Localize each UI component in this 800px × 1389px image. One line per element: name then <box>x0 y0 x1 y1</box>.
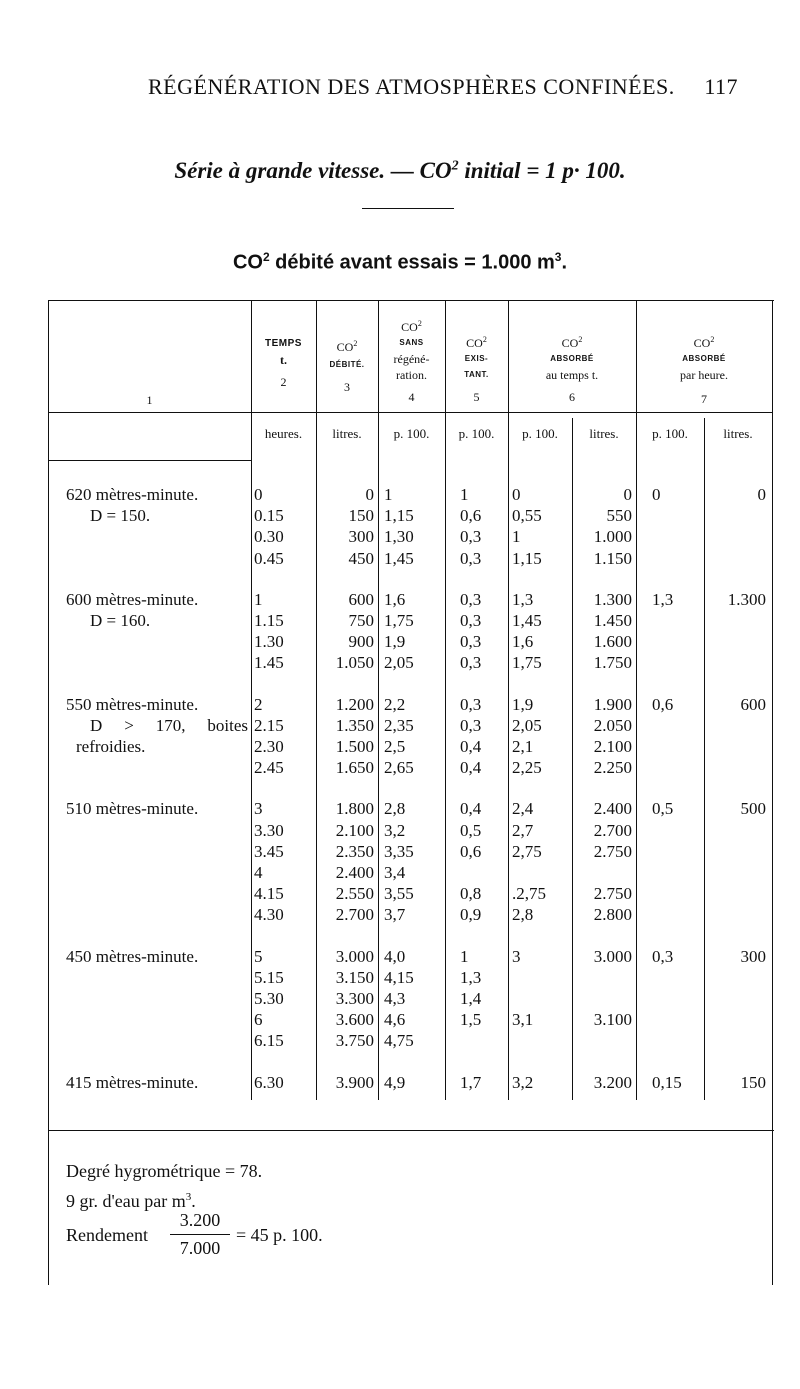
cell-sans: 1,9 <box>384 632 406 652</box>
col4-sup: 2 <box>417 319 422 328</box>
cell-exist: 0,3 <box>460 527 482 547</box>
table-top-rule <box>48 300 774 301</box>
cell-exist: 0,8 <box>460 884 482 904</box>
col2-label: TEMPS <box>265 338 302 349</box>
cell-abs_p: 2,4 <box>512 799 534 819</box>
col2-header <box>251 336 316 390</box>
cell-sans: 4,15 <box>384 967 414 987</box>
cell-deb: 3.300 <box>335 989 374 1008</box>
cell-sans: 3,2 <box>384 820 406 840</box>
col4-label-ration: ration. <box>396 368 427 382</box>
rendement-denominator: 7.000 <box>179 1238 221 1258</box>
cell-exist: 0,3 <box>460 589 482 609</box>
cell-exist: 0,9 <box>460 905 482 925</box>
co2-unit-sup: 3 <box>554 250 562 264</box>
cell-deb: 2.700 <box>335 905 374 925</box>
cell-abs_l: 3.200 <box>593 1072 632 1092</box>
cell-exist: 0,6 <box>460 506 482 526</box>
cell-deb: 3.000 <box>335 946 374 966</box>
series-prefix: Série à grande vitesse. — CO <box>174 158 452 183</box>
cell-exist: 0,4 <box>460 758 482 778</box>
cell-abs_p: 2,05 <box>512 715 542 735</box>
cell-deb: 2.100 <box>335 820 374 840</box>
group-2-label2: D > 170, boites <box>90 715 248 735</box>
cell-t: 4.30 <box>254 905 284 925</box>
cell-sans: 4,0 <box>384 946 406 966</box>
cell-deb: 900 <box>348 632 374 652</box>
cell-t: 4.15 <box>254 884 284 904</box>
water-sup: 3 <box>185 1191 192 1203</box>
cell-t: 0 <box>254 485 263 504</box>
group-2-label3: refroidies. <box>76 737 146 756</box>
cell-sans: 2,05 <box>384 653 414 673</box>
col-sep-1 <box>251 300 252 1100</box>
group-1-label1: 600 mètres-minute. <box>66 589 199 609</box>
cell-deb: 150 <box>348 506 374 526</box>
col4-header <box>378 316 445 405</box>
cell-t: 1.15 <box>254 611 284 630</box>
cell-exist: 0,3 <box>460 653 482 673</box>
cell-abs_p: 2,75 <box>512 841 542 861</box>
cell-sans: 4,9 <box>384 1072 406 1092</box>
cell-exist: 1,5 <box>460 1010 482 1030</box>
cell-abs_p: .2,75 <box>512 884 546 904</box>
col2-var: t. <box>280 353 287 367</box>
cell-t: 2.15 <box>254 715 284 735</box>
cell-abs_p: 2,7 <box>512 820 534 840</box>
cell-sans: 1 <box>384 485 393 504</box>
cell-abs_l: 1.000 <box>593 527 632 547</box>
col7-label-heure: par heure. <box>680 368 728 382</box>
cell-abs_l: 2.750 <box>593 841 632 861</box>
cell-t: 3.30 <box>254 820 284 840</box>
cell-sans: 2,5 <box>384 737 406 756</box>
col-sep-7a <box>704 418 705 1100</box>
cell-abs_p: 2,25 <box>512 758 542 778</box>
group-1-label2: D = 160. <box>90 611 151 630</box>
cell-sans: 3,4 <box>384 863 406 882</box>
unit-rule-1 <box>48 460 251 461</box>
col6-sup: 2 <box>578 335 583 344</box>
hour-litres: 150 <box>740 1072 766 1092</box>
cell-abs_l: 3.100 <box>593 1010 632 1030</box>
cell-t: 3 <box>254 799 263 819</box>
col-sep-6 <box>636 300 637 1100</box>
water-note <box>66 1186 196 1212</box>
hour-litres: 300 <box>740 946 766 966</box>
col7-sup: 2 <box>710 335 715 344</box>
cell-sans: 4,75 <box>384 1031 414 1051</box>
group-2-label1: 550 mètres-minute. <box>66 694 199 714</box>
col5-sup: 2 <box>482 335 487 344</box>
cell-exist: 0,3 <box>460 548 482 568</box>
hour-percent: 0,6 <box>652 694 674 714</box>
cell-t: 5.15 <box>254 967 284 987</box>
group-5-label1: 415 mètres-minute. <box>66 1072 199 1092</box>
cell-exist: 1,4 <box>460 989 482 1008</box>
cell-t: 6.15 <box>254 1031 284 1051</box>
cell-exist: 0,3 <box>460 715 482 735</box>
cell-abs_l: 1.450 <box>593 611 632 630</box>
cell-sans: 4,3 <box>384 989 406 1008</box>
cell-abs_l: 1.750 <box>593 653 632 673</box>
cell-abs_p: 2,8 <box>512 905 534 925</box>
col3-header <box>316 336 378 395</box>
col6-co: CO <box>561 336 579 350</box>
cell-deb: 0 <box>365 485 374 504</box>
cell-abs_l: 2.750 <box>593 884 632 904</box>
cell-sans: 2,8 <box>384 799 406 819</box>
cell-abs_p: 1 <box>512 527 521 547</box>
hour-litres: 1.300 <box>727 589 766 609</box>
cell-deb: 450 <box>348 548 374 568</box>
cell-t: 0.45 <box>254 548 284 568</box>
head-rule-2 <box>251 412 772 413</box>
cell-exist: 0,5 <box>460 820 482 840</box>
cell-abs_l: 1.600 <box>593 632 632 652</box>
col5-header <box>445 332 508 405</box>
cell-t: 2.30 <box>254 737 284 756</box>
co2-end: . <box>561 251 568 274</box>
cell-t: 4 <box>254 863 263 882</box>
cell-deb: 2.350 <box>335 841 374 861</box>
col5-co: CO <box>466 336 483 350</box>
cell-abs_p: 1,45 <box>512 611 542 630</box>
page-number: 117 <box>704 74 738 99</box>
cell-abs_p: 1,75 <box>512 653 542 673</box>
col7-label-absorbe: ABSORBÉ <box>682 354 726 363</box>
col6-label-temps: au temps t. <box>545 368 599 382</box>
hour-litres: 0 <box>757 485 766 504</box>
cell-deb: 3.900 <box>335 1072 374 1092</box>
series-sup: 2 <box>451 158 459 174</box>
hour-percent: 1,3 <box>652 589 674 609</box>
group-0-label2: D = 150. <box>90 506 151 526</box>
cell-sans: 1,15 <box>384 506 414 526</box>
co2-sup: 2 <box>262 250 270 264</box>
cell-exist: 0,6 <box>460 841 482 861</box>
group-3-label1: 510 mètres-minute. <box>66 799 199 819</box>
hour-litres: 500 <box>740 799 766 819</box>
col7-number: 7 <box>701 392 707 406</box>
co2-suffix: débité avant essais = 1.000 m <box>269 251 555 274</box>
cell-t: 5 <box>254 946 263 966</box>
page-title: RÉGÉNÉRATION DES ATMOSPHÈRES CONFINÉES. <box>148 74 675 99</box>
cell-t: 6 <box>254 1010 263 1030</box>
cell-sans: 1,30 <box>384 527 414 547</box>
table-right-rule <box>772 300 773 1285</box>
divider-rule <box>362 208 454 209</box>
hour-percent: 0 <box>652 485 661 504</box>
cell-abs_p: 1,15 <box>512 548 542 568</box>
col-sep-4 <box>445 300 446 1100</box>
col4-co: CO <box>401 320 418 334</box>
col2-unit: heures. <box>264 426 303 441</box>
cell-exist: 1 <box>460 485 469 504</box>
cell-abs_p: 2,1 <box>512 737 534 756</box>
cell-t: 2.45 <box>254 758 284 778</box>
cell-t: 0.15 <box>254 506 284 526</box>
cell-exist: 1 <box>460 946 469 966</box>
col3-unit: litres. <box>332 426 362 441</box>
cell-t: 1 <box>254 589 263 609</box>
cell-abs_l: 2.800 <box>593 905 632 925</box>
col1-number: 1 <box>146 393 153 407</box>
cell-exist: 0,3 <box>460 694 482 714</box>
col5-number: 5 <box>473 390 480 404</box>
table-left-rule <box>48 300 49 1285</box>
col6-number: 6 <box>569 390 575 404</box>
cell-t: 3.45 <box>254 841 284 861</box>
col2-number: 2 <box>280 375 287 389</box>
cell-abs_p: 3 <box>512 946 521 966</box>
co2-debit-line <box>0 250 800 275</box>
cell-exist: 0,3 <box>460 611 482 630</box>
cell-abs_l: 0 <box>623 485 632 504</box>
cell-sans: 1,6 <box>384 589 406 609</box>
cell-sans: 2,65 <box>384 758 414 778</box>
head-rule-1 <box>48 412 251 413</box>
cell-abs_l: 550 <box>606 506 632 526</box>
cell-t: 1.45 <box>254 653 284 673</box>
cell-sans: 2,35 <box>384 715 414 735</box>
cell-abs_l: 2.050 <box>593 715 632 735</box>
cell-deb: 2.550 <box>335 884 374 904</box>
cell-t: 6.30 <box>254 1072 284 1092</box>
rendement-result: = 45 p. 100. <box>236 1225 323 1245</box>
col5-unit: p. 100. <box>458 426 495 441</box>
cell-deb: 1.350 <box>335 715 374 735</box>
cell-deb: 3.600 <box>335 1010 374 1030</box>
col4-label-sans: SANS <box>399 338 424 347</box>
cell-abs_p: 3,2 <box>512 1072 534 1092</box>
hour-percent: 0,15 <box>652 1072 682 1092</box>
cell-t: 0.30 <box>254 527 284 547</box>
col6-unit-l: litres. <box>589 426 619 441</box>
col6-header <box>508 332 636 405</box>
hygro-note: Degré hygrométrique = 78. <box>66 1161 263 1181</box>
cell-deb: 750 <box>348 611 374 630</box>
col-sep-3 <box>378 300 379 1100</box>
cell-abs_l: 2.700 <box>593 820 632 840</box>
cell-sans: 3,35 <box>384 841 414 861</box>
water-end: . <box>191 1191 196 1211</box>
hour-percent: 0,3 <box>652 946 674 966</box>
series-suffix: initial = 1 p· 100. <box>458 158 626 183</box>
col7-co: CO <box>693 336 711 350</box>
hour-percent: 0,5 <box>652 799 674 819</box>
cell-deb: 2.400 <box>335 863 374 882</box>
cell-deb: 300 <box>348 527 374 547</box>
cell-t: 5.30 <box>254 989 284 1008</box>
cell-sans: 4,6 <box>384 1010 406 1030</box>
cell-abs_p: 0,55 <box>512 506 542 526</box>
cell-abs_l: 2.400 <box>593 799 632 819</box>
rendement-label: Rendement <box>66 1225 148 1245</box>
cell-exist: 0,3 <box>460 632 482 652</box>
cell-abs_l: 1.150 <box>593 548 632 568</box>
col7-unit-p: p. 100. <box>652 426 688 441</box>
col4-label-regene: régéné- <box>393 352 430 366</box>
col6-label-absorbe: ABSORBÉ <box>550 354 594 363</box>
cell-abs_l: 2.250 <box>593 758 632 778</box>
cell-abs_p: 1,9 <box>512 694 534 714</box>
group-4-label1: 450 mètres-minute. <box>66 946 199 966</box>
rendement-numerator: 3.200 <box>179 1210 221 1230</box>
series-heading <box>0 158 800 184</box>
group-0-label1: 620 mètres-minute. <box>66 485 199 504</box>
col7-unit-l: litres. <box>723 426 753 441</box>
cell-sans: 1,75 <box>384 611 414 630</box>
cell-sans: 2,2 <box>384 694 406 714</box>
cell-deb: 3.150 <box>335 967 374 987</box>
cell-exist: 0,4 <box>460 799 482 819</box>
col4-unit: p. 100. <box>393 426 430 441</box>
cell-abs_p: 1,3 <box>512 589 534 609</box>
col-sep-5 <box>508 300 509 1100</box>
cell-sans: 3,7 <box>384 905 406 925</box>
col5-label-exis: EXIS- <box>464 354 489 363</box>
cell-abs_p: 0 <box>512 485 521 504</box>
col3-sup: 2 <box>353 339 358 348</box>
cell-abs_p: 1,6 <box>512 632 534 652</box>
cell-abs_l: 2.100 <box>593 737 632 756</box>
cell-abs_l: 1.300 <box>593 589 632 609</box>
cell-abs_l: 3.000 <box>593 946 632 966</box>
cell-deb: 1.050 <box>335 653 374 673</box>
cell-abs_l: 1.900 <box>593 694 632 714</box>
hour-litres: 600 <box>740 694 766 714</box>
cell-deb: 1.200 <box>335 694 374 714</box>
col3-label: DÉBITÉ. <box>329 360 365 369</box>
water-prefix: 9 gr. d'eau par m <box>66 1191 186 1211</box>
cell-abs_p: 3,1 <box>512 1010 534 1030</box>
col7-header <box>636 332 772 407</box>
table-bottom-rule <box>48 1130 774 1131</box>
cell-sans: 3,55 <box>384 884 414 904</box>
cell-deb: 1.650 <box>335 758 374 778</box>
col3-number: 3 <box>344 380 350 394</box>
cell-t: 1.30 <box>254 632 284 652</box>
cell-deb: 1.800 <box>335 799 374 819</box>
col4-number: 4 <box>408 390 415 404</box>
cell-exist: 1,7 <box>460 1072 482 1092</box>
cell-deb: 600 <box>348 589 374 609</box>
cell-exist: 1,3 <box>460 967 482 987</box>
col5-label-tant: TANT. <box>464 370 489 379</box>
col6-unit-p: p. 100. <box>522 426 558 441</box>
cell-deb: 3.750 <box>335 1031 374 1051</box>
cell-sans: 1,45 <box>384 548 414 568</box>
col3-co: CO <box>336 340 354 354</box>
co2-prefix: CO <box>232 251 263 274</box>
cell-exist: 0,4 <box>460 737 482 756</box>
cell-t: 2 <box>254 694 263 714</box>
fraction-bar <box>170 1234 230 1235</box>
cell-deb: 1.500 <box>335 737 374 756</box>
data-table <box>48 300 774 1285</box>
